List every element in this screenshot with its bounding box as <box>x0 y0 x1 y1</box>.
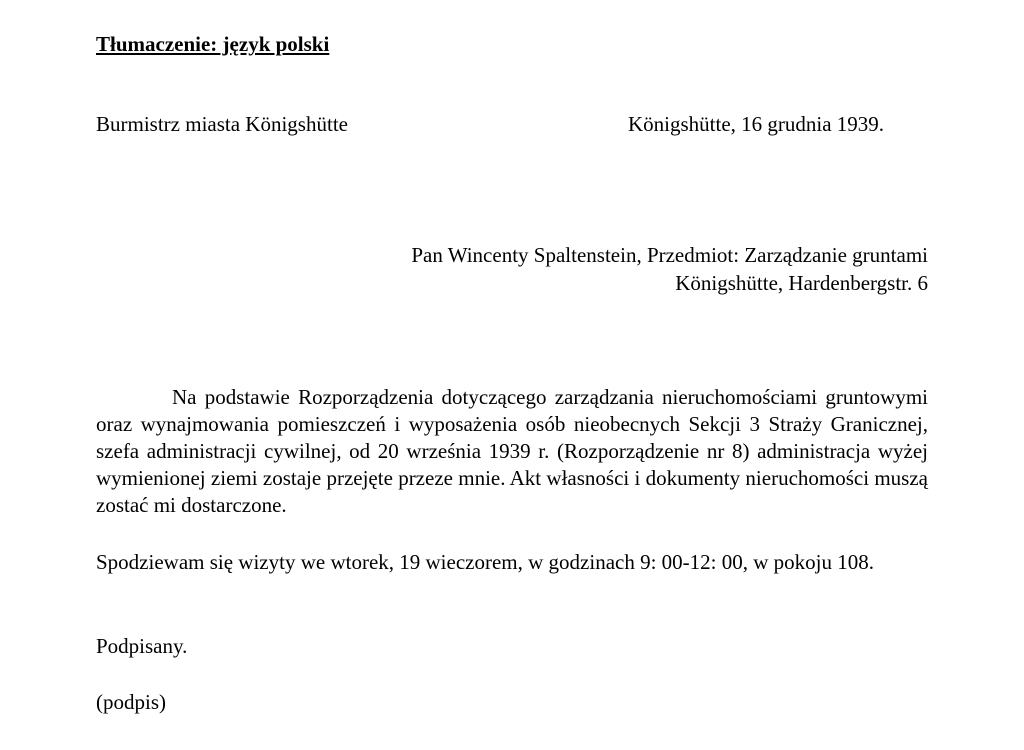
addressee-block <box>411 242 928 298</box>
document-heading: Tłumaczenie: język polski <box>96 32 330 56</box>
sender-line: Burmistrz miasta Königshütte <box>96 112 348 136</box>
addressee-line-1: Pan Wincenty Spaltenstein, Przedmiot: Zarządzanie gruntami <box>411 243 928 267</box>
addressee-line-2: Königshütte, Hardenbergstr. 6 <box>675 271 928 295</box>
body-paragraph-2: Spodziewam się wizyty we wtorek, 19 wieczorem, w godzinach 9: 00-12: 00, w pokoju 108. <box>96 550 874 574</box>
closing-line: Podpisany. <box>96 634 188 658</box>
signature-placeholder: (podpis) <box>96 690 166 714</box>
place-date-line: Königshütte, 16 grudnia 1939. <box>628 112 885 136</box>
body-paragraph-1: Na podstawie Rozporządzenia dotyczącego zarządzania nieruchomościami gruntowymi oraz wynajmowania pomieszczeń i wyposażenia osób nieobecnych Sekcji 3 Straży Granicznej, szefa administracji cywilnej, od 20 września 1939 r. (Rozporządzenie nr 8) administracja wyżej wymienionej ziemi zostaje przejęte przeze mnie. Akt własności i dokumenty nieruchomości muszą zostać mi dostarczone. <box>96 385 928 517</box>
